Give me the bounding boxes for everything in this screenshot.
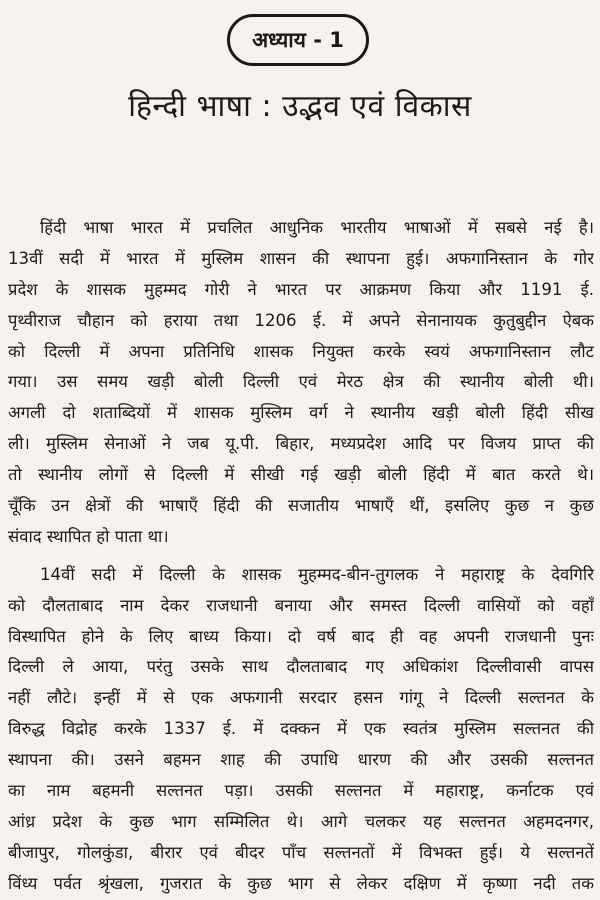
text-line: हिंदी भाषा भारत में प्रचलित आधुनिक भारतीय भाषाओं में सबसे नई है। — [40, 218, 594, 237]
text-line: बीजापुर, गोलकुंडा, बीरार एवं बीदर पाँच सल्तनतों में विभक्त हुई। ये सल्तनतें — [8, 842, 594, 862]
text-line: 14वीं सदी में दिल्ली के शासक मुहम्मद-बीन-तुगलक ने महाराष्ट्र के देवगिरि — [40, 564, 594, 584]
text-line: तो स्थानीय लोगों से दिल्ली में सीखी गई खड़ी बोली हिंदी में बात करते थे। — [8, 465, 594, 485]
chapter-title: हिन्दी भाषा : उद्भव एवं विकास — [128, 89, 472, 124]
text-line: विंध्य पर्वत श्रृंखला, गुजरात के कुछ भाग से लेकर दक्षिण में कृष्णा नदी तक — [8, 873, 594, 893]
text-line: आंध्र प्रदेश के कुछ भाग सम्मिलित थे। आगे चलकर यह सल्तनत अहमदनगर, — [8, 811, 594, 831]
text-line: गया। उस समय खड़ी बोली दिल्ली एवं मेरठ क्षेत्र की स्थानीय बोली थी। — [8, 372, 594, 392]
text-line: 13वीं सदी में भारत में मुस्लिम शासन की स्थापना हुई। अफगानिस्तान के गोर — [8, 248, 594, 268]
text-line: को दिल्ली में अपना प्रतिनिधि शासक नियुक्त करके स्वयं अफगानिस्तान लौट — [8, 341, 594, 361]
text-line: दिल्ली ले आया, परंतु उसके साथ दौलताबाद गए अधिकांश दिल्लीवासी वापस — [8, 657, 594, 677]
text-line: को दौलताबाद नाम देकर राजधानी बनाया और समस्त दिल्ली वासियों को वहाँ — [8, 595, 594, 615]
text-line: स्थापना की। उसने बहमन शाह की उपाधि धारण की और उसकी सल्तनत — [8, 750, 594, 770]
body-text — [8, 213, 594, 900]
chapter-label: अध्याय - 1 — [227, 14, 369, 66]
paragraph-gap — [8, 553, 594, 560]
text-line: का नाम बहमनी सल्तनत पड़ा। उसकी सल्तनत में महाराष्ट्र, कर्नाटक एवं — [8, 781, 594, 801]
text-line: ली। मुस्लिम सेनाओं ने जब यू.पी. बिहार, मध्यप्रदेश आदि पर विजय प्राप्त की — [8, 434, 594, 454]
text-line: संवाद स्थापित हो पाता था। — [8, 526, 169, 546]
text-line: विस्थापित होने के लिए बाध्य किया। दो वर्ष बाद ही वह अपनी राजधानी पुनः — [8, 626, 594, 646]
text-line: चूँकि उन क्षेत्रों की भाषाएँ हिंदी की सजातीय भाषाएँ थीं, इसलिए कुछ न कुछ — [8, 496, 594, 516]
text-line: पृथ्वीराज चौहान को हराया तथा 1206 ई. में अपने सेनानायक कुतुबुद्दीन ऐबक — [8, 310, 594, 330]
text-line: अगली दो शताब्दियों में शासक मुस्लिम वर्ग ने स्थानीय खड़ी बोली हिंदी सीख — [8, 403, 594, 423]
text-line: नहीं लौटे। इन्हीं में से एक अफगानी सरदार हसन गांगू ने दिल्ली सल्तनत के — [8, 688, 594, 708]
paragraph-2 — [8, 560, 594, 900]
paragraph-1 — [8, 213, 594, 553]
text-line: विरुद्ध विद्रोह करके 1337 ई. में दक्कन में एक स्वतंत्र मुस्लिम सल्तनत की — [8, 719, 594, 739]
text-line: प्रदेश के शासक मुहम्मद गोरी ने भारत पर आक्रमण किया और 1191 ई. — [8, 279, 594, 299]
